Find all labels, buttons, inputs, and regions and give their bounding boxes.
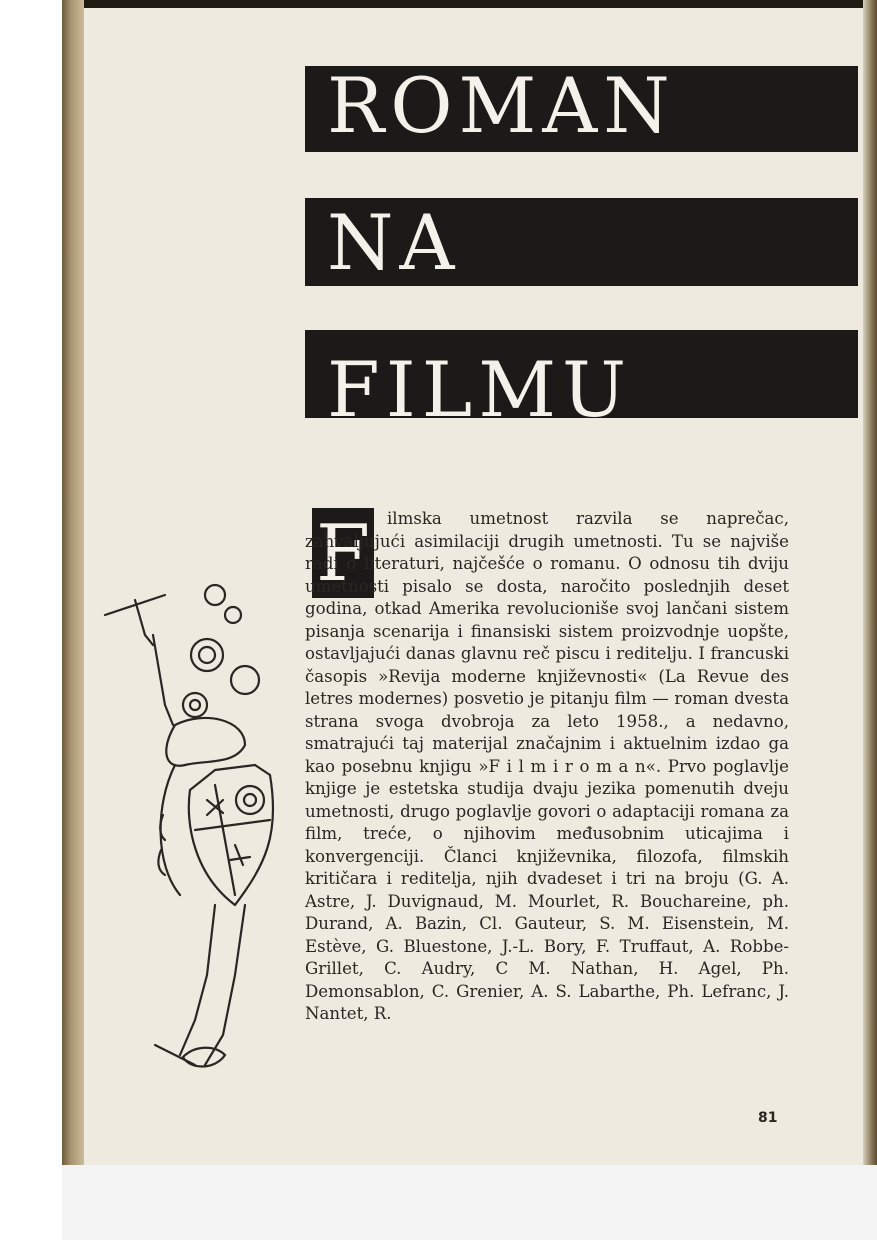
don-quixote-illustration [95,575,285,1085]
page-right-edge [863,0,877,1165]
scan-bottom-margin [62,1165,877,1240]
title-line-1: ROMAN [327,61,676,150]
book-spine-shadow [62,0,84,1165]
title-line-3: FILMU [327,345,633,434]
page-number: 81 [758,1110,778,1126]
article-column [305,508,789,1026]
title-band-2 [305,198,858,286]
title-band-1 [305,61,858,152]
drop-cap: F [312,508,374,598]
title-band-3 [305,330,858,434]
article-paragraph: ilmska umetnost razvila se naprečac, zahvaljujući asimilaciji drugih umetnosti. Tu se najviše radi o literaturi, najčešće o romanu. O odnosu tih dviju umetnosti pisalo se dosta, naročito poslednjih deset godina, otkad Amerika revolucioniše svoj lančani sistem pisanja scenarija i finansiski sistem proizvodnje uopšte, ostavljajući danas glavnu reč piscu i reditelju. I francuski časopis »Revija moderne književnosti« (La Revue des letres modernes) posvetio je pitanju film — roman dvesta strana svoga dvobroja za leto 1958., a nedavno, smatrajući taj materijal značajnim i aktuelnim izdao ga kao posebnu knjigu »F i l m i r o m a n«. Prvo poglavlje knjige je estetska studija dvaju jezika pomenutih dveju umetnosti, drugo poglavlje govori o adaptaciji romana za film, treće, o njihovim međusobnim uticajima i konvergenciji. Članci književnika, filozofa, filmskih kritičara i reditelja, njih dvadeset i tri na broju (G. A. Astre, J. Duvignaud, M. Mourlet, R. Bouchareine, ph. Durand, A. Bazin, Cl. Gauteur, S. M. Eisenstein, M. Estève, G. Bluestone, J.-L. Bory, F. Truffaut, A. Robbe-Grillet, C. Audry, C M. Nathan, H. Agel, Ph. Demonsablon, C. Grenier, A. S. Labarthe, Ph. Lefranc, J. Nantet, R. [305,509,789,1023]
title-line-2: NA [327,198,461,287]
